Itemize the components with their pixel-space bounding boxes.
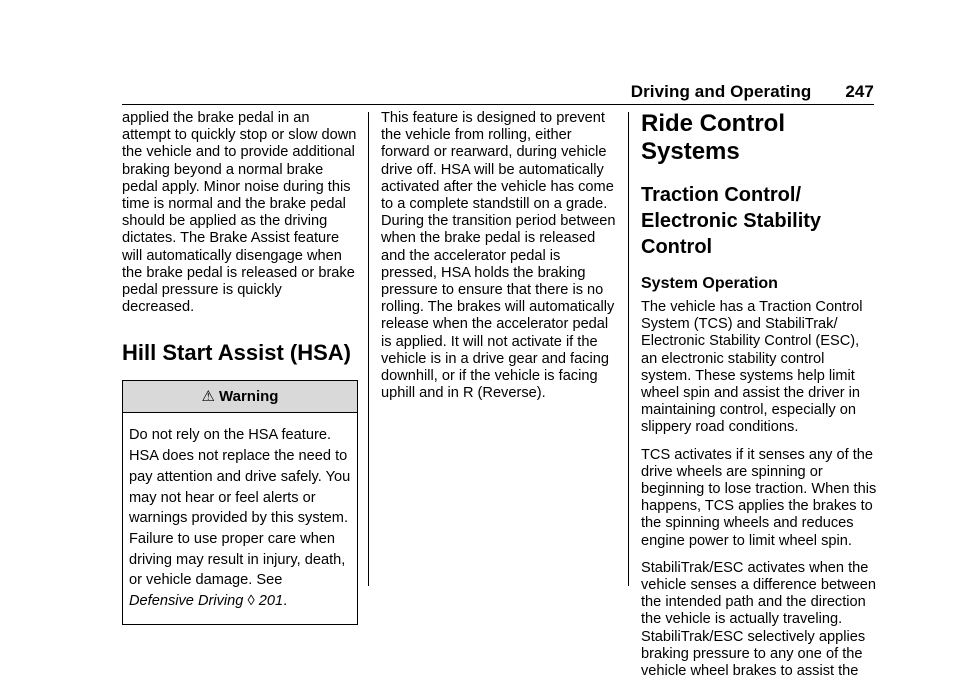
brake-assist-continued-paragraph: applied the brake pedal in an attempt to quickly stop or slow down the vehicle and to provide additional braking beyond a normal brake pedal apply. Minor noise during this time is normal and the brake pedal should be applied as the driving dictates. The Brake Assist feature will automatically disengage when the brake pedal is released or brake pedal pressure is quickly decreased. <box>122 110 357 316</box>
page-ref-number: 201 <box>258 593 284 610</box>
column-3 <box>641 110 877 690</box>
header-section-title: Driving and Operating <box>630 82 812 101</box>
warning-box <box>122 380 358 624</box>
running-header <box>631 82 874 102</box>
hsa-heading: Hill Start Assist (HSA) <box>122 340 352 366</box>
subsection-title: System Operation <box>641 275 778 292</box>
page-number: 247 <box>845 82 874 101</box>
chapter-title: Ride Control Systems <box>641 110 785 165</box>
system-operation-paragraph-3: StabiliTrak/ESC activates when the vehicle senses a difference between the intended path and the direction the vehicle is actually traveling. StabiliTrak/ESC selectively applies braking pressure to any one of the vehicle wheel brakes to assist the <box>641 559 877 680</box>
warning-text: Do not rely on the HSA feature. HSA does not replace the need to pay attention and drive safely. You may not hear or feel alerts or warnings provided by this system. Failure to use proper care when driving may result in injury, death, or vehicle damage. See <box>129 427 351 589</box>
defensive-driving-link[interactable]: Defensive Driving <box>129 593 244 610</box>
page-ref-icon: ◊ <box>247 593 255 610</box>
system-operation-paragraph-2: TCS activates if it senses any of the drive wheels are spinning or beginning to lose traction. When this happens, TCS applies the brakes to the spinning wheels and reduces engine power to limit wheel spin. <box>641 446 877 549</box>
hsa-description-paragraph: This feature is designed to prevent the vehicle from rolling, either forward or rearward, during vehicle drive off. HSA will be automatically activated after the vehicle has come to a complete standstill on a grade. During the transition period between when the brake pedal is released and the accelerator pedal is pressed, HSA holds the braking pressure to ensure that there is no rolling. The brakes will automatically release when the accelerator pedal is applied. It will not activate if the vehicle is in a drive gear and facing downhill, or if the vehicle is facing uphill and in R (Reverse). <box>381 110 616 402</box>
warning-icon: ⚠ <box>201 388 215 406</box>
column-2 <box>381 110 617 412</box>
warning-end-period: . <box>283 593 288 610</box>
warning-title: Warning <box>219 388 279 406</box>
warning-header <box>123 381 357 413</box>
header-rule <box>122 104 874 105</box>
column-divider-1 <box>368 112 369 586</box>
column-1 <box>122 110 358 625</box>
system-operation-paragraph-1: The vehicle has a Traction Control System (TCS) and StabiliTrak/ Electronic Stability Control (ESC), an electronic stability control system. These systems help limit wheel spin and assist the driver in maintaining control, especially on slippery road conditions. <box>641 299 863 436</box>
warning-body <box>123 413 357 623</box>
column-divider-2 <box>628 112 629 586</box>
section-title: Traction Control/ Electronic Stability Control <box>641 184 822 258</box>
